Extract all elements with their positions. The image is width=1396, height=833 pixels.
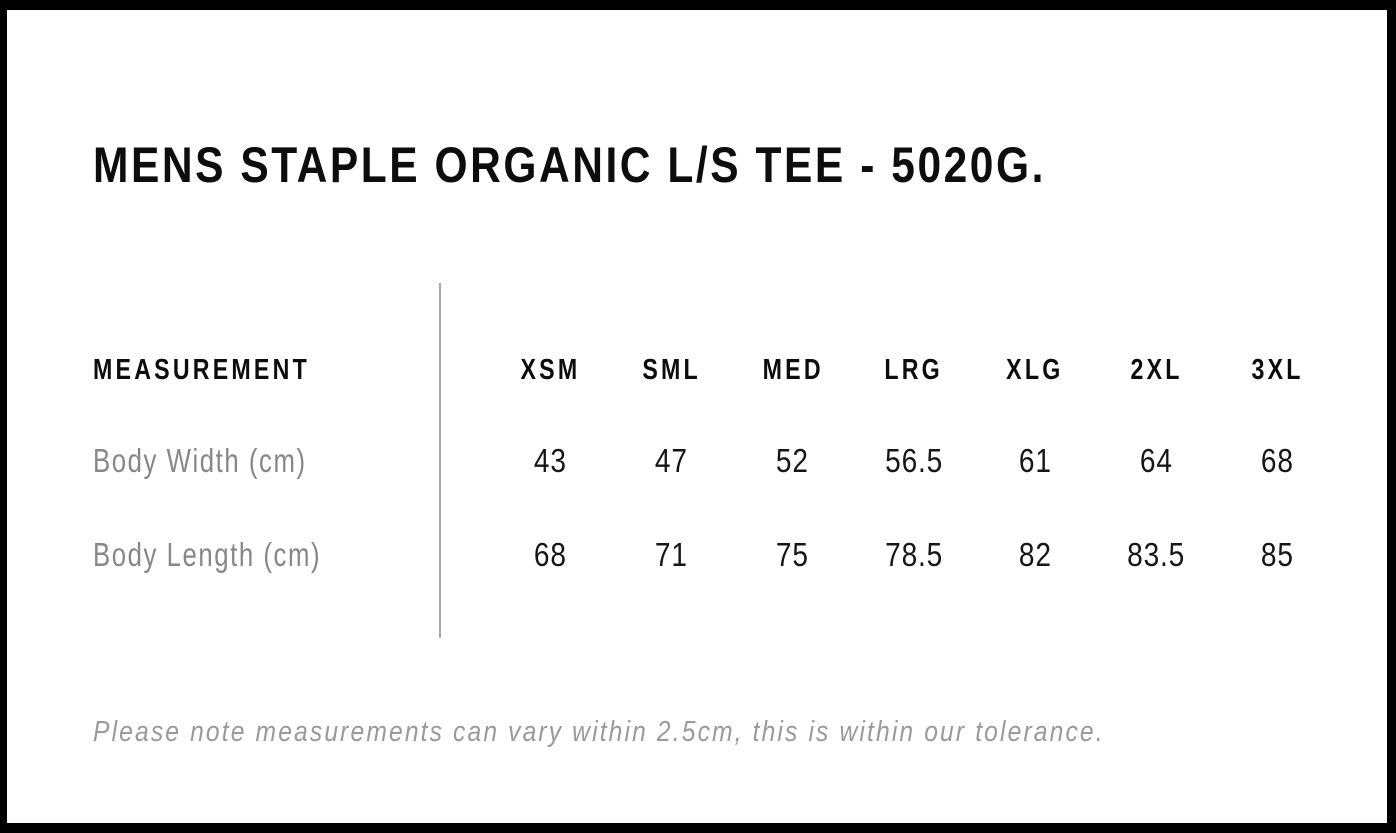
body-width-xsm: 43 — [534, 442, 568, 479]
size-header-xlg: XLG — [1006, 354, 1064, 386]
size-header-xsm: XSM — [520, 354, 581, 386]
size-header-sml: SML — [642, 354, 701, 386]
size-header-3xl: 3XL — [1251, 354, 1304, 386]
frame-border-top — [0, 0, 1396, 10]
size-header-2xl: 2XL — [1130, 354, 1183, 386]
body-width-2xl: 64 — [1139, 442, 1173, 479]
row-label-body-width: Body Width (cm) — [93, 442, 307, 479]
body-length-2xl: 83.5 — [1127, 536, 1186, 573]
size-header-row — [490, 356, 1338, 385]
size-header-lrg: LRG — [884, 354, 944, 386]
body-length-xlg: 82 — [1018, 536, 1052, 573]
body-length-med: 75 — [776, 536, 810, 573]
body-length-values-row — [490, 538, 1338, 571]
measurement-column-header: MEASUREMENT — [93, 354, 310, 386]
table-vertical-divider — [439, 283, 441, 638]
body-length-lrg: 78.5 — [884, 536, 943, 573]
body-width-values-row — [490, 444, 1338, 477]
body-width-sml: 47 — [655, 442, 689, 479]
body-width-med: 52 — [776, 442, 810, 479]
frame-border-bottom — [0, 823, 1396, 833]
page-title: MENS STAPLE ORGANIC L/S TEE - 5020G. — [93, 136, 1046, 193]
body-width-xlg: 61 — [1018, 442, 1052, 479]
frame-border-left — [0, 0, 7, 833]
body-width-lrg: 56.5 — [884, 442, 943, 479]
body-length-xsm: 68 — [534, 536, 568, 573]
body-length-sml: 71 — [655, 536, 689, 573]
frame-border-right — [1387, 0, 1396, 833]
tolerance-note: Please note measurements can vary within 2.5cm, this is within our tolerance. — [93, 716, 1105, 748]
body-length-3xl: 85 — [1260, 536, 1294, 573]
body-width-3xl: 68 — [1260, 442, 1294, 479]
size-header-med: MED — [762, 354, 824, 386]
row-label-body-length: Body Length (cm) — [93, 536, 322, 573]
